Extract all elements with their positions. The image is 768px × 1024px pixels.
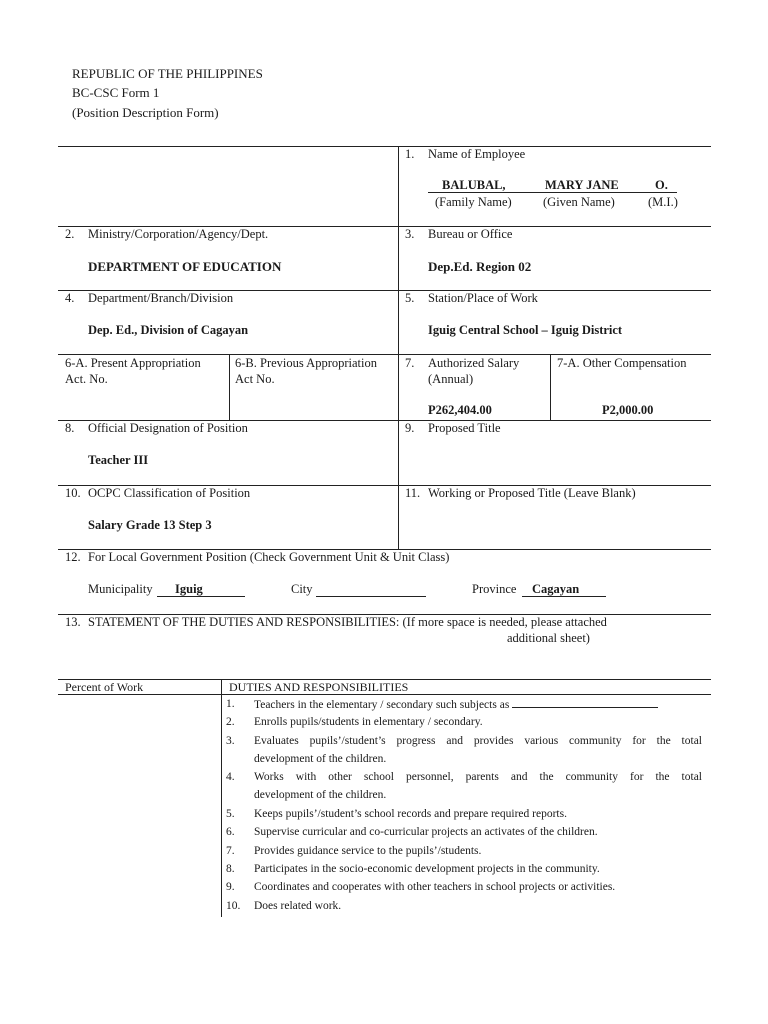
authorized-salary-value[interactable]: P262,404.00 [428,403,492,417]
section-6a-label-cont: Act. No. [65,372,108,386]
duty-item-2 [226,713,702,731]
section-7a-label: 7-A. Other Compensation [557,356,687,370]
duty-item-number: 3. [226,735,235,747]
section-8-label: Official Designation of Position [88,421,248,435]
family-name-value[interactable]: BALUBAL, [428,178,516,193]
division-value[interactable]: Dep. Ed., Division of Cagayan [88,323,249,337]
section-7-label-cont: (Annual) [428,372,474,386]
duty-item-text: Evaluates pupils’/student’s progress and provides various community for the total [254,735,702,747]
duty-item-1 [226,695,702,714]
section-5-number: 5. [405,291,415,305]
column-divider-7a [550,354,551,420]
section-3-number: 3. [405,227,415,241]
municipality-label: Municipality [88,582,153,596]
section-10-label: OCPC Classification of Position [88,486,251,500]
station-value[interactable]: Iguig Central School – Iguig District [428,323,623,337]
duty-item-number: 9. [226,881,235,893]
subjects-blank-field[interactable] [512,695,658,708]
row-divider-4 [58,354,711,355]
duty-item-number: 5. [226,808,235,820]
given-name-caption: (Given Name) [543,195,615,209]
section-4-number: 4. [65,291,75,305]
section-6b-label-cont: Act No. [235,372,275,386]
family-name-caption: (Family Name) [435,195,512,209]
duty-item-text: Teachers in the elementary / secondary such subjects as [254,699,510,711]
percent-of-work-header: Percent of Work [65,680,144,694]
row-divider-top [58,146,711,147]
duty-item-number: 8. [226,863,235,875]
city-field[interactable] [316,582,426,597]
section-1-label: Name of Employee [428,147,526,161]
given-name-value[interactable]: MARY JANE [516,178,628,193]
section-10-number: 10. [65,486,81,500]
duty-item-9 [226,878,702,896]
duty-item-text: Participates in the socio-economic development projects in the community. [254,863,600,875]
section-11-label: Working or Proposed Title (Leave Blank) [428,486,636,500]
duty-item-6 [226,823,702,841]
duty-item-text-cont: development of the children. [254,753,387,765]
agency-value[interactable]: DEPARTMENT OF EDUCATION [88,259,282,274]
section-9-label: Proposed Title [428,421,501,435]
city-label: City [291,582,313,596]
duty-item-number: 1. [226,698,235,710]
duty-item-number: 4. [226,771,235,783]
duty-item-text: Coordinates and cooperates with other teachers in school projects or activities. [254,881,616,893]
duty-item-text-cont: development of the children. [254,789,387,801]
section-2-number: 2. [65,227,75,241]
section-7-number: 7. [405,356,415,370]
section-4-label: Department/Branch/Division [88,291,234,305]
section-11-number: 11. [405,486,421,500]
classification-value[interactable]: Salary Grade 13 Step 3 [88,518,212,532]
duty-item-text: Enrolls pupils/students in elementary / secondary. [254,716,483,728]
column-divider-6b [229,354,230,420]
duty-item-text: Does related work. [254,900,342,912]
form-header-code: BC-CSC Form 1 [72,85,160,100]
section-12-label: For Local Government Position (Check Government Unit & Unit Class) [88,550,450,564]
section-13-label: STATEMENT OF THE DUTIES AND RESPONSIBILITIES: (If more space is needed, please attached [88,615,607,629]
duty-item-number: 2. [226,716,235,728]
section-7-label: Authorized Salary [428,356,520,370]
section-9-number: 9. [405,421,415,435]
section-8-number: 8. [65,421,75,435]
form-header-title: (Position Description Form) [72,105,219,120]
duty-item-4 [226,768,702,804]
bureau-value[interactable]: Dep.Ed. Region 02 [428,259,532,274]
duty-item-number: 6. [226,826,235,838]
duty-item-7 [226,842,702,860]
middle-initial-caption: (M.I.) [648,195,678,209]
duty-item-number: 7. [226,845,235,857]
duty-item-text: Provides guidance service to the pupils’/students. [254,845,482,857]
form-header-republic: REPUBLIC OF THE PHILIPPINES [72,66,263,81]
section-5-label: Station/Place of Work [428,291,538,305]
municipality-value[interactable]: Iguig [157,582,245,597]
duty-item-5 [226,805,702,823]
official-designation-value[interactable]: Teacher III [88,453,149,467]
duties-table-column-divider [221,679,222,917]
duty-item-number: 10. [226,900,241,912]
duties-header: DUTIES AND RESPONSIBILITIES [229,680,409,694]
section-3-label: Bureau or Office [428,227,513,241]
section-2-label: Ministry/Corporation/Agency/Dept. [88,227,269,241]
duty-item-text: Supervise curricular and co-curricular projects an activates of the children. [254,826,598,838]
section-1-number: 1. [405,147,415,161]
duty-item-text: Keeps pupils’/student’s school records and prepare required reports. [254,808,567,820]
section-6a-label: 6-A. Present Appropriation [65,356,201,370]
duty-item-8 [226,860,702,878]
column-divider-main [398,146,399,549]
section-13-number: 13. [65,615,81,629]
section-12-number: 12. [65,550,81,564]
duty-item-3 [226,732,702,768]
section-6b-label: 6-B. Previous Appropriation [235,356,378,370]
middle-initial-value[interactable]: O. [628,178,677,193]
duty-item-text: Works with other school personnel, parents and the community for the total [254,771,702,783]
province-value[interactable]: Cagayan [522,582,606,597]
other-compensation-value[interactable]: P2,000.00 [602,403,654,417]
province-label: Province [472,582,517,596]
duty-item-10 [226,897,702,915]
section-13-label-cont: additional sheet) [507,631,590,645]
